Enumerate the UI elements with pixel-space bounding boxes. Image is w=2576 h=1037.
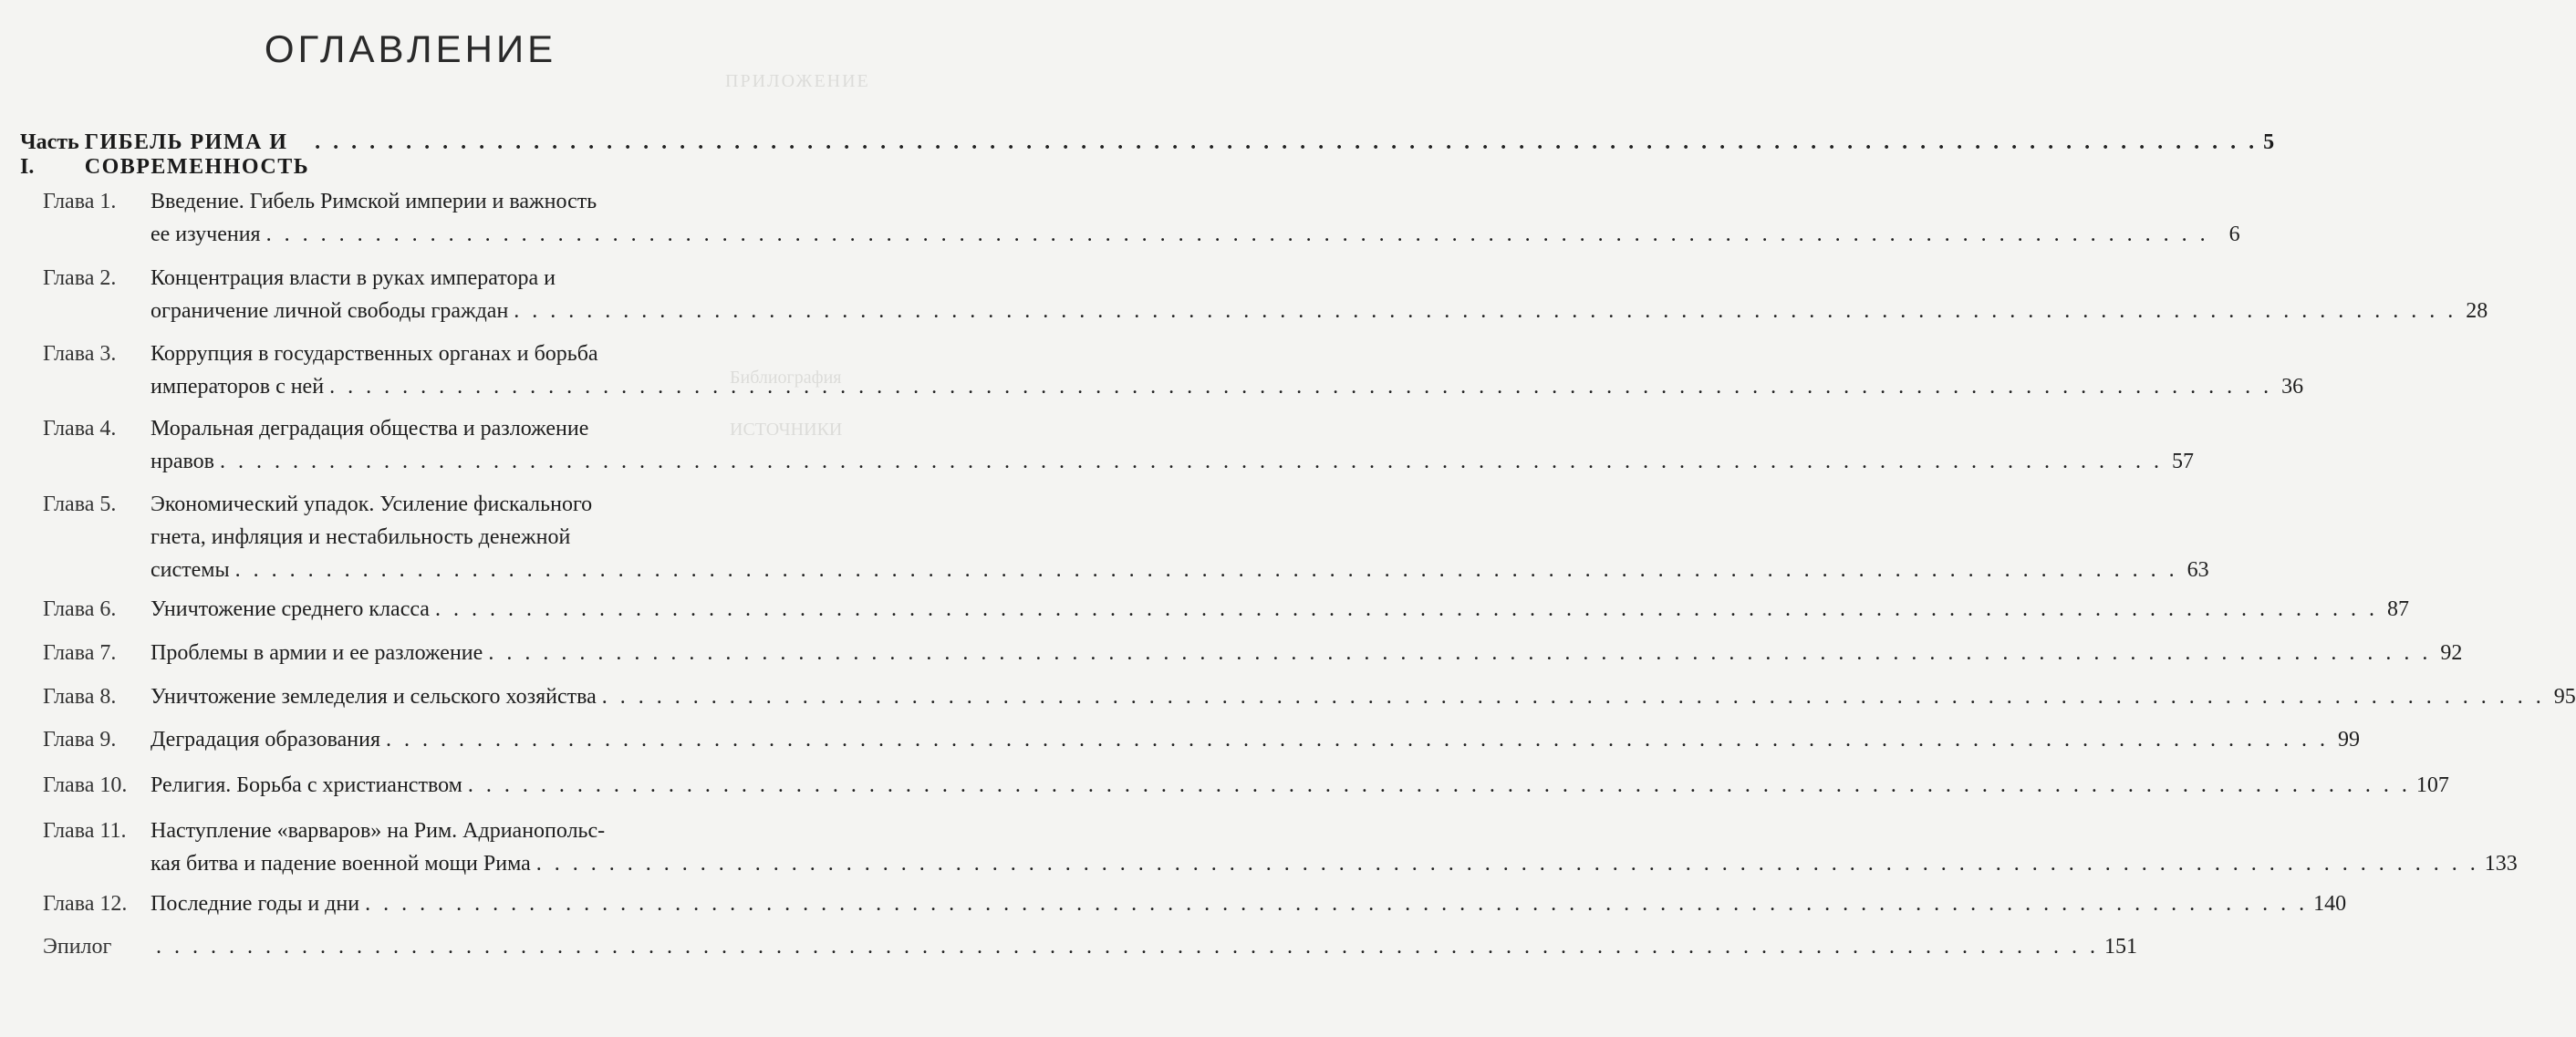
chapter-title-line: Наступление «варваров» на Рим. Адрианопольс- [151,819,606,843]
dot-leader [602,680,2545,713]
dot-leader [468,769,2411,802]
chapter-title-line: гнета, инфляция и нестабильность денежной [151,525,571,549]
chapter-title-line: ее изучения [151,223,261,246]
chapter-label: Глава 12. [43,892,128,916]
toc-entry [43,723,2360,756]
page-title: ОГЛАВЛЕНИЕ [264,27,557,70]
chapter-label: Глава 3. [43,342,117,366]
page-number: 57 [2172,450,2194,473]
toc-entry [43,887,2347,920]
dot-leader [235,554,2178,586]
chapter-label: Глава 10. [43,773,128,797]
chapter-title-line: Деградация образования [151,728,380,752]
toc-entry [43,637,2463,669]
chapter-label: Глава 4. [43,417,117,441]
chapter-title-line: императоров с ней [151,375,325,399]
page-number: 133 [2484,852,2518,876]
page-number: 6 [2228,223,2240,246]
chapter-label: Глава 11. [43,819,127,843]
chapter-title-line: нравов [151,450,214,473]
dot-leader [514,295,2457,327]
chapter-label: Глава 8. [43,685,117,709]
bleed-through-text: ИСТОЧНИКИ [730,420,843,440]
page-number: 140 [2313,892,2347,916]
chapter-title-line: Концентрация власти в руках императора и [151,266,556,290]
page-number: 28 [2466,299,2488,323]
dot-leader [488,637,2431,669]
page-number: 36 [2281,375,2304,399]
chapter-label: Глава 2. [43,266,117,290]
chapter-title-line: системы [151,558,230,582]
chapter-title-line: Введение. Гибель Римской империи и важность [151,190,597,213]
chapter-label: Эпилог [43,935,112,959]
page-number: 87 [2386,597,2409,621]
dot-leader [435,593,2378,626]
toc-entry [43,488,2209,586]
chapter-label: Глава 7. [43,641,117,665]
chapter-label: Глава 5. [43,493,117,516]
part-heading [20,130,2275,180]
toc-entry [43,769,2449,802]
dot-leader [536,847,2479,880]
toc-entry [43,593,2409,626]
toc-entry [43,185,2240,251]
dot-leader [156,930,2099,963]
page-number: 151 [2104,935,2137,959]
part-number: Часть I. [20,130,79,179]
dot-leader [329,370,2272,403]
toc-entry [43,262,2488,327]
part-page-number: 5 [2263,130,2275,154]
dot-leader [315,130,2258,155]
part-title: ГИБЕЛЬ РИМА И СОВРЕМЕННОСТЬ [84,130,310,179]
chapter-title-line: Уничтожение земледелия и сельского хозяйства [151,685,597,709]
chapter-title-line: Уничтожение среднего класса [151,597,430,621]
dot-leader [365,887,2308,920]
chapter-title-line: Коррупция в государственных органах и борьба [151,342,598,366]
chapter-label: Глава 9. [43,728,117,752]
toc-entry [43,814,2518,880]
chapter-label: Глава 1. [43,190,117,213]
chapter-title-line: Последние годы и дни [151,892,360,916]
page-number: 92 [2440,641,2463,665]
chapter-title-line: Проблемы в армии и ее разложение [151,641,483,665]
toc-entry [43,680,2576,713]
chapter-title-line: Моральная деградация общества и разложение [151,417,589,441]
chapter-label: Глава 6. [43,597,117,621]
bleed-through-text: Библиография [730,368,842,388]
chapter-title-line: кая битва и падение военной мощи Рима [151,852,531,876]
toc-entry [43,930,2137,963]
page-number: 99 [2338,728,2360,752]
page-number: 63 [2186,558,2209,582]
dot-leader [266,218,2209,251]
dot-leader [386,723,2329,756]
page-number: 107 [2415,773,2449,797]
bleed-through-text: ПРИЛОЖЕНИЕ [725,71,870,91]
chapter-title-line: Религия. Борьба с христианством [151,773,462,797]
chapter-title-line: ограничение личной свободы граждан [151,299,509,323]
page-number: 95 [2553,685,2576,709]
chapter-title-line: Экономический упадок. Усиление фискального [151,493,593,516]
dot-leader [220,445,2163,478]
